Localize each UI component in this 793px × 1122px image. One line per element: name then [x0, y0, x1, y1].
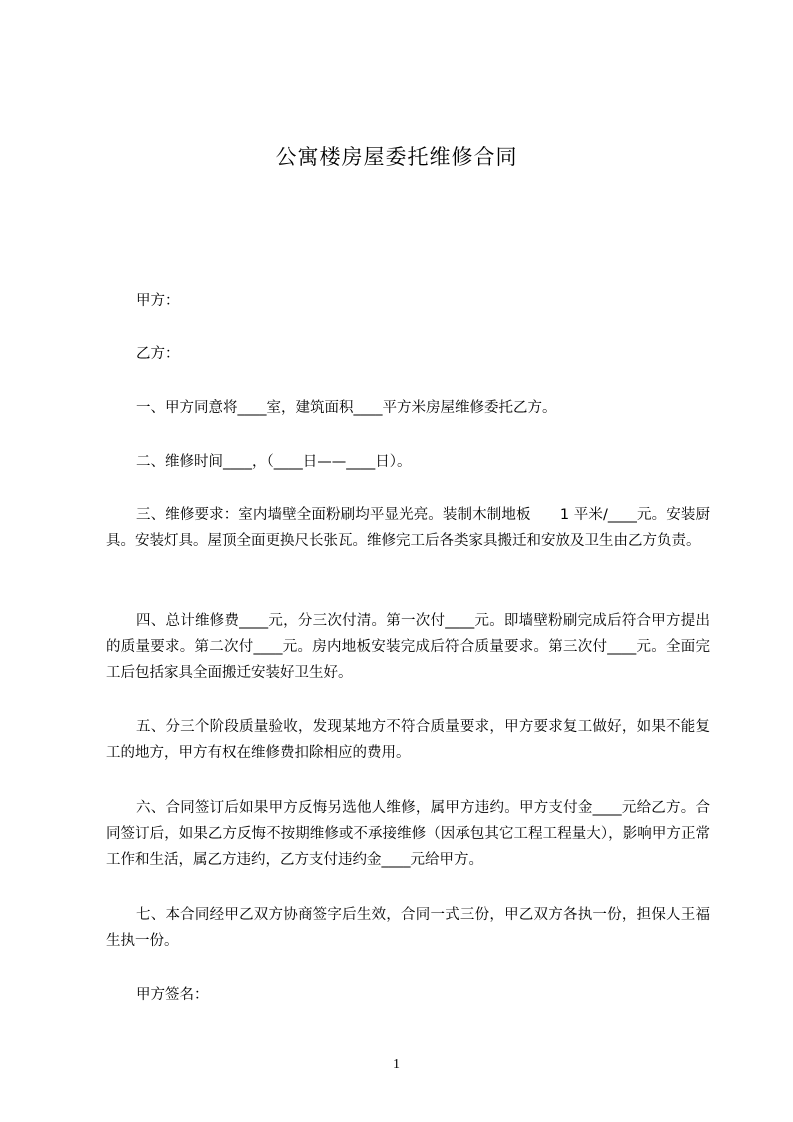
clause-5: 五、分三个阶段质量验收，发现某地方不符合质量要求，甲方要求复工做好，如果不能复工的地方，甲方有权在维修费扣除相应的费用。 [106, 719, 710, 761]
clause-1: 一、甲方同意将____室，建筑面积____平方米房屋维修委托乙方。 [136, 400, 557, 416]
clause-6: 六、合同签订后如果甲方反悔另选他人维修，属甲方违约。甲方支付金____元给乙方。合同签订后，如果乙方反悔不按期维修或不承接维修（因承包其它工程工程量大），影响甲方正常工作和生活，属乙方违约，乙方支付违约金____元给甲方。 [106, 800, 710, 868]
party-b-label: 乙方： [136, 346, 180, 362]
page-number: 1 [393, 1057, 400, 1072]
party-a-label: 甲方： [136, 293, 180, 309]
clause-4: 四、总计维修费____元，分三次付清。第一次付____元。即墙壁粉刷完成后符合甲方提出的质量要求。第二次付____元。房内地板安装完成后符合质量要求。第三次付____元。全面完工后包括家具全面搬迁安装好卫生好。 [106, 613, 710, 681]
clause-2: 二、维修时间____，（____日——____日）。 [136, 454, 412, 470]
party-a-signature-label: 甲方签名： [136, 987, 209, 1003]
clause-3: 三、维修要求：室内墙壁全面粉刷均平显光亮。装制木制地板 1 平米/____元。安装厨具。安装灯具。屋顶全面更换尺长张瓦。维修完工后各类家具搬迁和安放及卫生由乙方负责。 [106, 507, 710, 549]
clause-7: 七、本合同经甲乙双方协商签字后生效，合同一式三份，甲乙双方各执一份，担保人王福生执一份。 [106, 907, 710, 949]
document-title: 公寓楼房屋委托维修合同 [275, 145, 518, 169]
